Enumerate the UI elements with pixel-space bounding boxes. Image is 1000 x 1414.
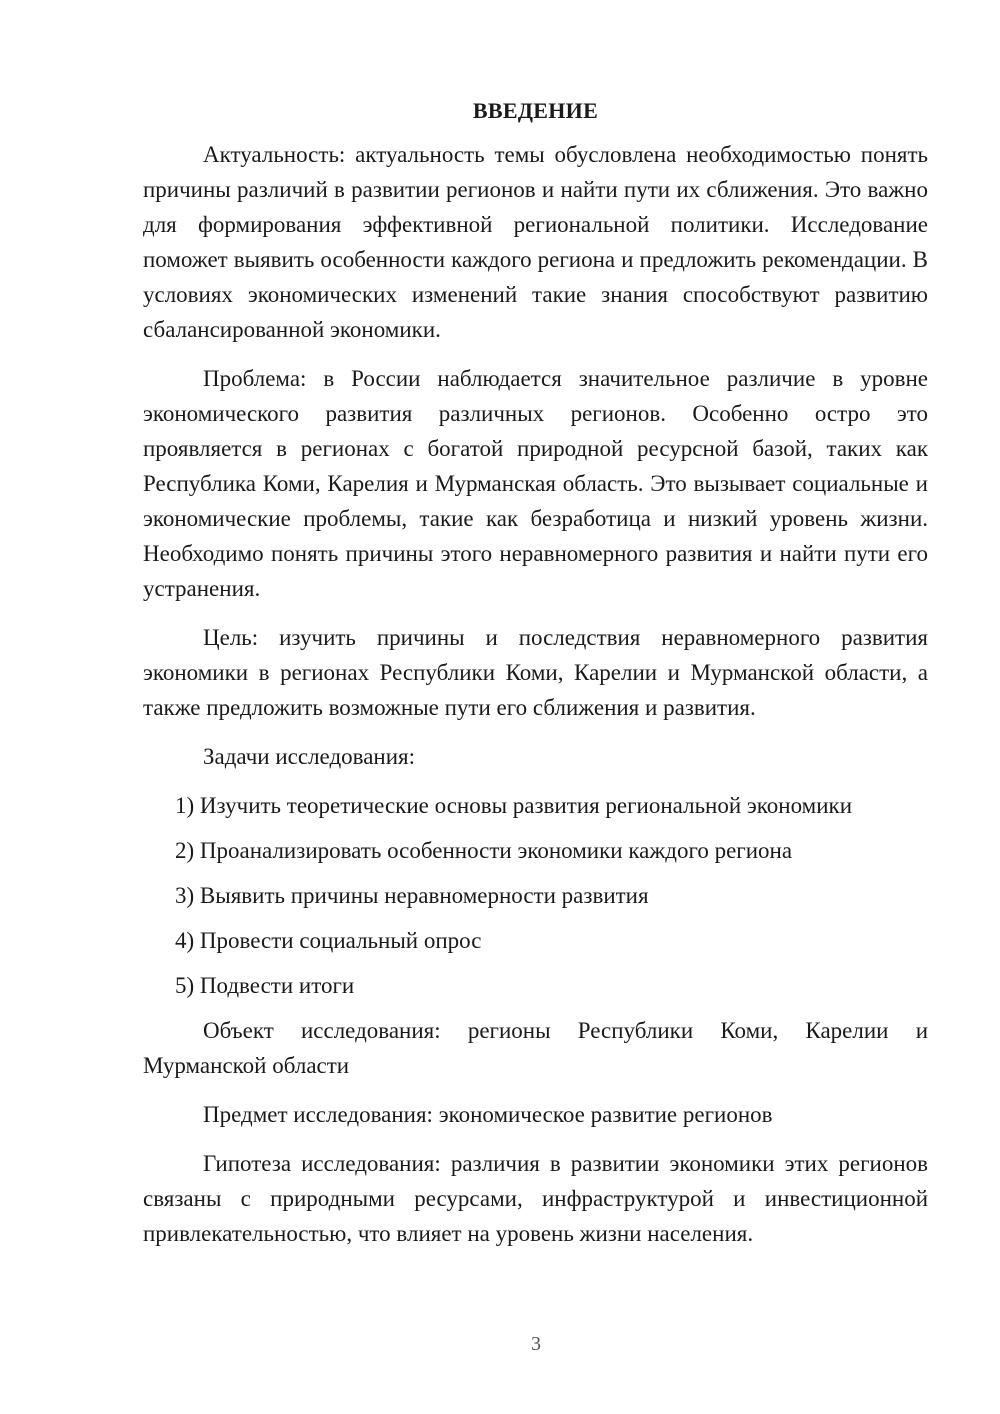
task-item: 4) Провести социальный опрос — [175, 928, 482, 953]
tasks-heading: Задачи исследования: — [203, 744, 416, 769]
task-item: 5) Подвести итоги — [175, 973, 355, 998]
document-body — [143, 95, 928, 1265]
task-item: 2) Проанализировать особенности экономики каждого региона — [175, 838, 793, 863]
tasks-list — [143, 788, 928, 1003]
subject-paragraph: Предмет исследования: экономическое развитие регионов — [203, 1102, 773, 1127]
task-item: 1) Изучить теоретические основы развития региональной экономики — [175, 793, 853, 818]
relevance-paragraph: Актуальность: актуальность темы обусловлена необходимостью понять причины различий в развитии регионов и найти пути их сближения. Это важно для формирования эффективной региональной политики. Исследование поможет выявить особенности каждого региона и предложить рекомендации. В условиях экономических изменений такие знания способствуют развитию сбалансированной экономики. — [143, 142, 928, 342]
page-number: 3 — [531, 1333, 541, 1355]
task-item: 3) Выявить причины неравномерности развития — [175, 883, 649, 908]
object-paragraph: Объект исследования: регионы Республики Коми, Карелии и Мурманской области — [143, 1018, 928, 1078]
hypothesis-paragraph: Гипотеза исследования: различия в развитии экономики этих регионов связаны с природными ресурсами, инфраструктурой и инвестиционной привлекательностью, что влияет на уровень жизни населения. — [143, 1151, 928, 1246]
problem-paragraph: Проблема: в России наблюдается значительное различие в уровне экономического развития различных регионов. Особенно остро это проявляется в регионах с богатой природной ресурсной базой, таких как Республика Коми, Карелия и Мурманская область. Это вызывает социальные и экономические проблемы, такие как безработица и низкий уровень жизни. Необходимо понять причины этого неравномерного развития и найти пути его устранения. — [143, 366, 928, 601]
goal-paragraph: Цель: изучить причины и последствия неравномерного развития экономики в регионах Республики Коми, Карелии и Мурманской области, а также предложить возможные пути его сближения и развития. — [143, 625, 928, 720]
section-title: ВВЕДЕНИЕ — [472, 98, 599, 123]
